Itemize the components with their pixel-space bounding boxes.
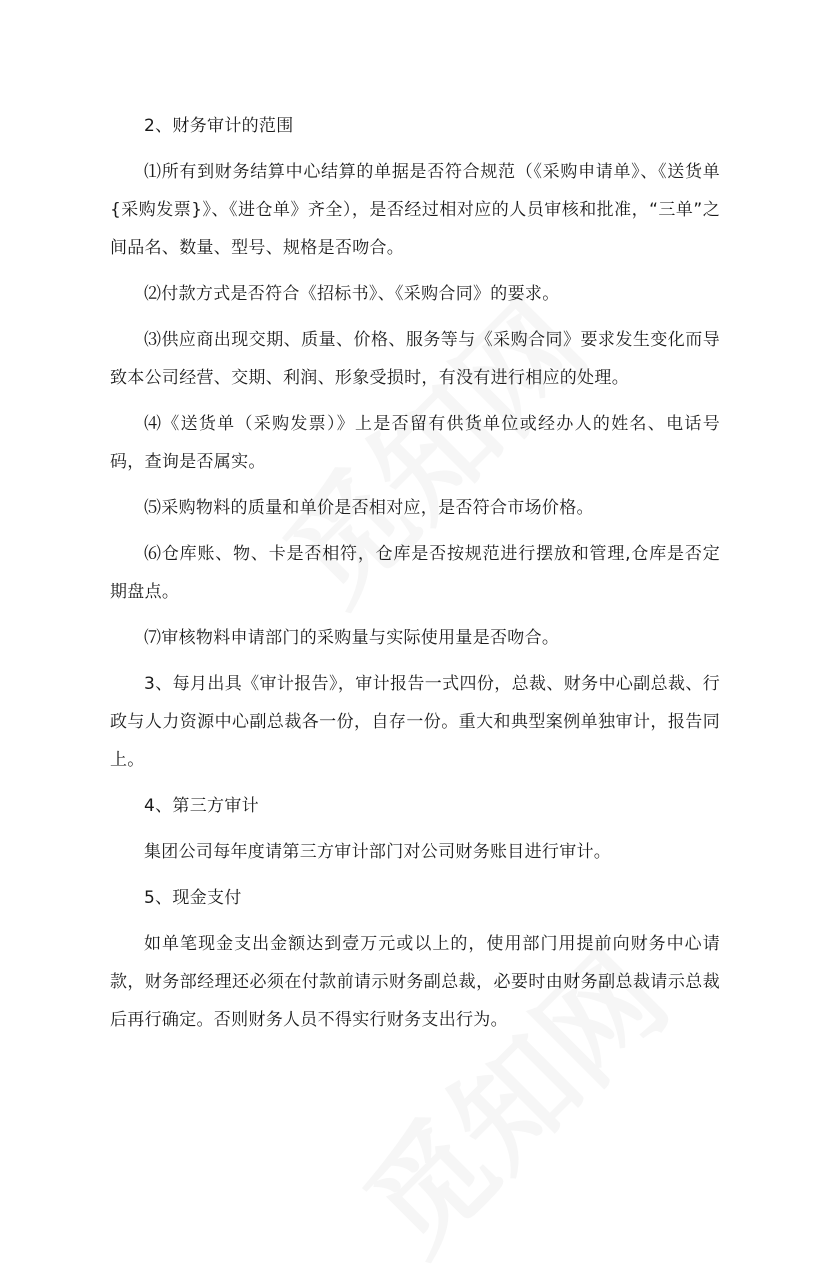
section-heading-cash-payment: 5、现金支付 bbox=[144, 888, 242, 908]
audit-item-2: ⑵付款方式是否符合《招标书》、《采购合同》的要求。 bbox=[144, 284, 560, 304]
section-heading-audit-scope: 2、财务审计的范围 bbox=[144, 116, 294, 136]
section-heading-third-party-audit: 4、第三方审计 bbox=[144, 796, 259, 816]
document-body bbox=[110, 107, 720, 1047]
audit-item-3: ⑶供应商出现交期、质量、价格、服务等与《采购合同》要求发生变化而导致本公司经营、交期、利润、形象受损时，有没有进行相应的处理。 bbox=[110, 330, 720, 388]
audit-item-5: ⑸采购物料的质量和单价是否相对应，是否符合市场价格。 bbox=[144, 498, 594, 518]
audit-item-4: ⑷《送货单（采购发票）》上是否留有供货单位或经办人的姓名、电话号码，查询是否属实。 bbox=[110, 414, 720, 472]
audit-item-7: ⑺审核物料申请部门的采购量与实际使用量是否吻合。 bbox=[144, 628, 560, 648]
audit-item-1: ⑴所有到财务结算中心结算的单据是否符合规范（《采购申请单》、《送货单{采购发票}》、《进仓单》齐全），是否经过相对应的人员审核和批准，“三单”之间品名、数量、型号、规格是否吻合。 bbox=[110, 162, 720, 258]
section-monthly-audit-report: 3、每月出具《审计报告》，审计报告一式四份，总裁、财务中心副总裁、行政与人力资源中心副总裁各一份，自存一份。重大和典型案例单独审计，报告同上。 bbox=[110, 674, 720, 770]
cash-payment-text: 如单笔现金支出金额达到壹万元或以上的，使用部门用提前向财务中心请款，财务部经理还必须在付款前请示财务副总裁，必要时由财务副总裁请示总裁后再行确定。否则财务人员不得实行财务支出行为。 bbox=[110, 934, 720, 1030]
third-party-audit-text: 集团公司每年度请第三方审计部门对公司财务账目进行审计。 bbox=[144, 842, 612, 862]
audit-item-6: ⑹仓库账、物、卡是否相符，仓库是否按规范进行摆放和管理,仓库是否定期盘点。 bbox=[110, 544, 720, 602]
